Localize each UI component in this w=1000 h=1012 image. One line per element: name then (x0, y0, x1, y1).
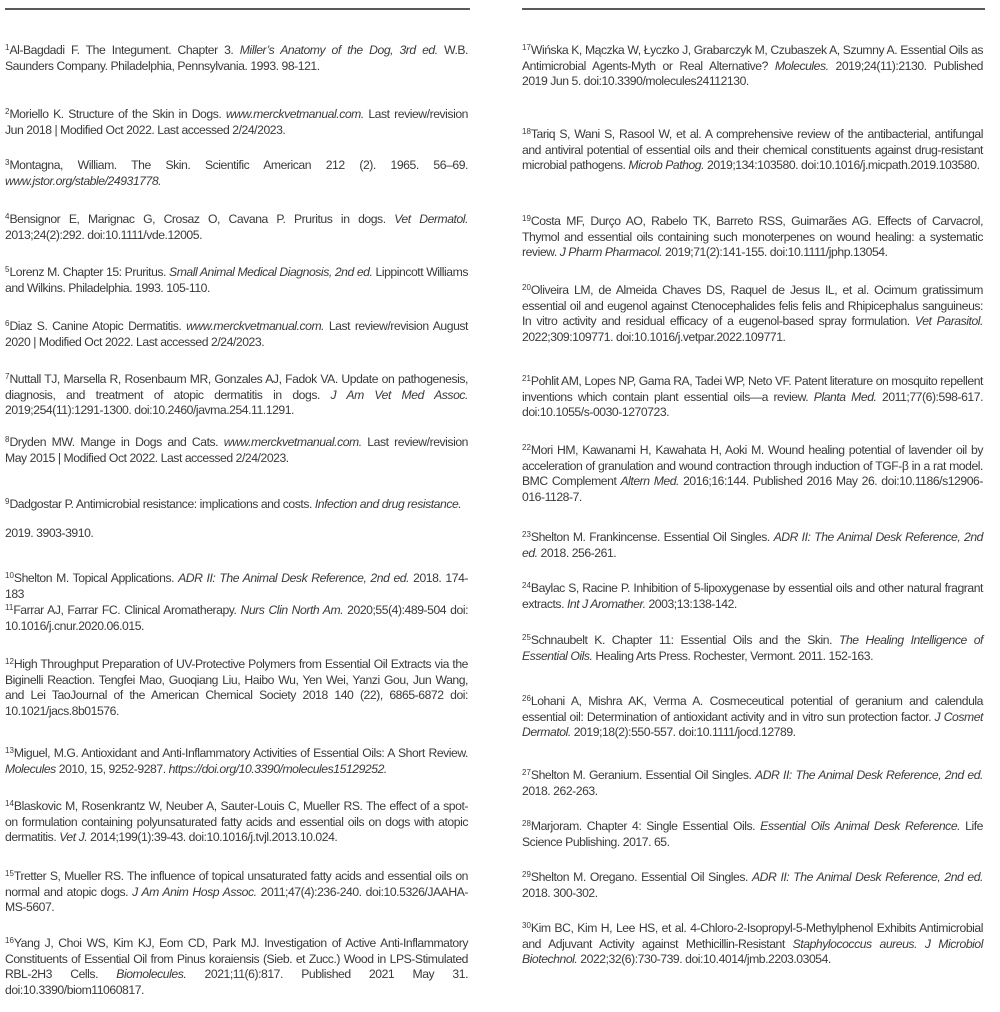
reference-text: 2022;32(6):730-739. doi:10.4014/jmb.2203.03054. (577, 952, 831, 966)
reference-entry (5, 568, 468, 602)
reference-italic-text: J Cosmet Dermatol. (522, 709, 983, 739)
reference-entry (5, 654, 468, 719)
reference-entry (522, 630, 983, 664)
reference-text: Moriello K. Structure of the Skin in Dogs. (9, 107, 226, 121)
reference-text: Al-Bagdadi F. The Integument. Chapter 3. (9, 43, 240, 57)
reference-number: 18 (522, 127, 531, 136)
reference-text: Bensignor E, Marignac G, Crosaz O, Cavana P. Pruritus in dogs. (9, 212, 395, 226)
reference-entry (5, 796, 468, 846)
reference-italic-text: ADR II: The Animal Desk Reference, 2nd ed. (522, 530, 983, 560)
reference-italic-text: J Pharm Pharmacol. (559, 245, 663, 259)
reference-text: Baylac S, Racine P. Inhibition of 5-lipoxygenase by essential oils and other natural fragrant extracts. (522, 581, 983, 611)
reference-text: Last review/revision May 2015 | Modified Oct 2022. Last accessed 2/24/2023. (5, 435, 468, 465)
reference-entry (522, 211, 983, 261)
reference-text: Diaz S. Canine Atopic Dermatitis. (9, 319, 187, 333)
reference-number: 21 (522, 374, 531, 383)
reference-number: 5 (5, 265, 10, 274)
reference-text: 2003;13:138-142. (645, 596, 737, 611)
reference-text: High Throughput Preparation of UV-Protective Polymers from Essential Oil Extracts via the Biginelli Reaction. Tengfei Mao, Guoqiang Liu, Haibo Wu, Yen Wei, Yanzi Gou, Jun Wang, and Lei TaoJournal of the American Chemical Society 2018 140 (22), 6865-6872 doi: 10.1021/jacs.8b01576. (5, 657, 468, 718)
reference-text: Tariq S, Wani S, Rasool W, et al. A comprehensive review of the antibacterial, antifungal and antiviral potential of essential oils and their chemical constituents against drug-resistant microbial pathogens. (522, 127, 983, 172)
reference-number: 11 (5, 603, 14, 612)
reference-text: Blaskovic M, Rosenkrantz W, Neuber A, Sauter-Louis C, Mueller RS. The effect of a spot-on formulation containing polyunsaturated fatty acids and essential oils on dogs with atopic dermatitis. (5, 799, 468, 844)
reference-entry (5, 316, 468, 350)
reference-italic-text: Planta Med. (813, 389, 877, 404)
reference-entry (522, 440, 983, 505)
reference-entry (522, 691, 983, 741)
reference-entry (522, 578, 983, 612)
reference-number: 28 (522, 819, 531, 828)
reference-italic-text: https://doi.org/10.3390/molecules15129252. (168, 761, 387, 776)
reference-text: Shelton M. Topical Applications. (13, 571, 179, 585)
reference-text: 2019;24(11):2130. Published 2019 Jun 5. doi:10.3390/molecules24112130. (522, 58, 983, 88)
reference-entry (5, 933, 468, 998)
reference-italic-text: Int J Aromather. (566, 596, 646, 611)
reference-italic-text: Small Animal Medical Diagnosis, 2nd ed. (169, 265, 373, 279)
reference-italic-text: Vet Parasitol. (914, 314, 983, 328)
reference-text: 2014;199(1):39-43. doi:10.1016/j.tvjl.2013.10.024. (87, 830, 338, 844)
reference-italic-text: www.merckvetmanual.com. (186, 319, 325, 333)
reference-entry (5, 104, 468, 138)
reference-number: 20 (522, 283, 531, 292)
reference-text: Marjoram. Chapter 4: Single Essential Oils. (530, 819, 761, 833)
reference-entry (522, 765, 983, 799)
reference-entry (5, 155, 468, 189)
reference-italic-text: ADR II: The Animal Desk Reference, 2nd ed. (752, 870, 983, 884)
reference-text: W.B. Saunders Company. Philadelphia, Pennsylvania. 1993. 98-121. (5, 43, 468, 73)
reference-italic-text: Infection and drug resistance. (314, 497, 462, 511)
reference-number: 7 (5, 372, 10, 381)
reference-number: 22 (522, 443, 531, 452)
reference-text: 2020;55(4):489-504 doi: 10.1016/j.cnur.2020.06.015. (5, 603, 469, 633)
reference-text: Healing Arts Press. Rochester, Vermont. 2011. 152-163. (592, 648, 874, 663)
reference-italic-text: ADR II: The Animal Desk Reference, 2nd ed. (178, 571, 410, 585)
reference-text: 2010, 15, 9252-9287. (55, 761, 169, 776)
reference-text: Shelton M. Oregano. Essential Oil Singles. (530, 870, 752, 884)
reference-italic-text: ADR II: The Animal Desk Reference, 2nd ed. (755, 768, 983, 782)
reference-number: 2 (5, 107, 10, 116)
reference-text: Mori HM, Kawanami H, Kawahata H, Aoki M. Wound healing potential of lavender oil by acceleration of granulation and wound contraction through induction of TGF-β in a rat model. BMC Complement (522, 443, 983, 488)
reference-entry (522, 867, 983, 901)
reference-text: Last review/revision August 2020 | Modified Oct 2022. Last accessed 2/24/2023. (5, 319, 468, 349)
reference-text: 2018. 300-302. (522, 885, 598, 900)
reference-italic-text: Staphylococcus aureus. J Microbiol Biotechnol. (522, 936, 983, 966)
reference-number: 6 (5, 319, 10, 328)
reference-text: Yang J, Choi WS, Kim KJ, Eom CD, Park MJ. Investigation of Active Anti-Inflammatory Constituents of Essential Oil from Pinus koraiensis (Sieb. et Zucc.) Wood in LPS-Stimulated RBL-2H3 Cells. (5, 936, 468, 981)
reference-text: 2018. 174-183 (5, 571, 469, 601)
reference-number: 19 (522, 214, 531, 223)
reference-text: Life Science Publishing. 2017. 65. (522, 819, 983, 849)
reference-text: 2019. 3903-3910. (5, 526, 94, 540)
reference-number: 29 (522, 870, 531, 879)
reference-italic-text: Vet Dermatol. (394, 212, 469, 226)
reference-entry (5, 743, 468, 777)
reference-entry (522, 527, 983, 561)
reference-italic-text: J Am Anim Hosp Assoc. (132, 884, 257, 899)
reference-text: Oliveira LM, de Almeida Chaves DS, Raquel de Jesus IL, et al. Ocimum gratissimum essential oil and eugenol against Ctenocephalides felis felis and Rhipicephalus sanguineus: In vitro activity and residual efficacy of a eugenol-based spray formulation. (522, 283, 983, 328)
reference-number: 16 (5, 936, 14, 945)
reference-number: 10 (5, 571, 14, 580)
reference-text: Lippincott Williams and Wilkins. Philadelphia. 1993. 105-110. (5, 265, 468, 295)
reference-number: 9 (5, 497, 10, 506)
reference-text: Last review/revision Jun 2018 | Modified Oct 2022. Last accessed 2/24/2023. (5, 107, 468, 137)
reference-number: 3 (5, 158, 10, 167)
reference-entry (5, 866, 468, 916)
reference-number: 15 (5, 869, 14, 878)
reference-italic-text: Vet J. (59, 830, 88, 844)
reference-italic-text: www.jstor.org/stable/24931778. (5, 173, 162, 188)
reference-text: Schnaubelt K. Chapter 11: Essential Oils and the Skin. (530, 633, 839, 647)
top-rule-right (522, 8, 985, 10)
reference-entry (5, 40, 468, 74)
reference-entry (522, 280, 983, 345)
reference-text: Costa MF, Durço AO, Rabelo TK, Barreto RSS, Guimarães AG. Effects of Carvacrol, Thymol and essential oils containing such monoterpenes on wound healing: a systematic review. (522, 214, 983, 259)
reference-text: 2019;71(2):141-155. doi:10.1111/jphp.13054. (662, 245, 888, 259)
reference-number: 17 (522, 43, 531, 52)
reference-number: 24 (522, 581, 531, 590)
reference-entry (5, 262, 468, 296)
reference-number: 1 (5, 43, 10, 52)
reference-text: 2016;16:144. Published 2016 May 26. doi:10.1186/s12906-016-1128-7. (522, 474, 983, 504)
reference-italic-text: www.merckvetmanual.com. (225, 107, 364, 121)
reference-italic-text: Microb Pathog. (628, 158, 705, 172)
reference-italic-text: Miller’s Anatomy of the Dog, 3rd ed. (239, 43, 438, 57)
reference-text: Kim BC, Kim H, Lee HS, et al. 4-Chloro-2-Isopropyl-5-Methylphenol Exhibits Antimicrobial and Adjuvant Activity against Methicillin-Resistant (522, 921, 983, 951)
reference-text: Miguel, M.G. Antioxidant and Anti-Inflammatory Activities of Essential Oils: A Short Review. (13, 746, 468, 760)
reference-entry (5, 432, 468, 466)
reference-entry (5, 600, 468, 634)
reference-text: Farrar AJ, Farrar FC. Clinical Aromatherapy. (13, 603, 241, 617)
top-rule-left (5, 8, 470, 10)
reference-text: Dadgostar P. Antimicrobial resistance: implications and costs. (9, 497, 315, 511)
reference-italic-text: Altern Med. (620, 474, 679, 488)
reference-number: 27 (522, 768, 531, 777)
reference-italic-text: Nurs Clin North Am. (240, 603, 344, 617)
reference-text: Pohlit AM, Lopes NP, Gama RA, Tadei WP, Neto VF. Patent literature on mosquito repellent inventions which contain plant essential oils—a review. (522, 374, 983, 404)
reference-italic-text: Essential Oils Animal Desk Reference. (760, 819, 961, 833)
reference-text: 2013;24(2):292. doi:10.1111/vde.12005. (5, 227, 203, 242)
reference-text: 2018. 262-263. (522, 783, 598, 798)
reference-text: 2022;309:109771. doi:10.1016/j.vetpar.2022.109771. (522, 329, 786, 344)
reference-number: 13 (5, 746, 14, 755)
reference-text: Wińska K, Mączka W, Łyczko J, Grabarczyk M, Czubaszek A, Szumny A. Essential Oils as Antimicrobial Agents-Myth or Real Alternative? (522, 43, 983, 73)
reference-entry (522, 124, 983, 174)
reference-number: 12 (5, 657, 14, 666)
reference-italic-text: The Healing Intelligence of Essential Oils. (522, 633, 983, 663)
reference-italic-text: www.merckvetmanual.com. (223, 435, 362, 449)
reference-number: 8 (5, 435, 10, 444)
reference-number: 4 (5, 212, 10, 221)
reference-italic-text: Biomolecules. (116, 967, 187, 981)
reference-italic-text: Molecules (5, 761, 56, 776)
reference-entry (5, 526, 468, 542)
reference-text: 2019;254(11):1291-1300. doi:10.2460/javma.254.11.1291. (5, 403, 294, 417)
reference-text: 2019;134:103580. doi:10.1016/j.micpath.2019.103580. (704, 158, 980, 172)
reference-text: Nuttall TJ, Marsella R, Rosenbaum MR, Gonzales AJ, Fadok VA. Update on pathogenesis, diagnosis, and treatment of atopic dermatitis in dogs. (5, 372, 468, 402)
reference-italic-text: J Am Vet Med Assoc. (330, 387, 468, 402)
reference-entry (5, 369, 468, 419)
reference-entry (522, 371, 983, 421)
reference-number: 30 (522, 921, 531, 930)
reference-text: 2021;11(6):817. Published 2021 May 31. doi:10.3390/biom11060817. (5, 967, 469, 997)
reference-number: 23 (522, 530, 531, 539)
reference-text: 2011;47(4):236-240. doi:10.5326/JAAHA-MS-5607. (5, 884, 469, 914)
reference-number: 25 (522, 633, 531, 642)
reference-text: Shelton M. Geranium. Essential Oil Singles. (530, 768, 756, 782)
reference-entry (522, 40, 983, 90)
reference-text: Dryden MW. Mange in Dogs and Cats. (9, 435, 224, 449)
reference-text: 2019;18(2):550-557. doi:10.1111/jocd.12789. (570, 725, 796, 739)
reference-entry (5, 209, 468, 243)
reference-text: Lohani A, Mishra AK, Verma A. Cosmeceutical potential of geranium and calendula essential oil: Determination of antioxidant activity and in vitro sun protection factor. (522, 694, 983, 724)
reference-text: Tretter S, Mueller RS. The influence of topical unsaturated fatty acids and essential oils on normal and atopic dogs. (5, 869, 468, 899)
reference-italic-text: Molecules. (774, 58, 829, 73)
reference-entry (522, 816, 983, 850)
reference-text: 2011;77(6):598-617. doi:10.1055/s-0030-1270723. (522, 389, 983, 419)
reference-text: Lorenz M. Chapter 15: Pruritus. (9, 265, 170, 279)
reference-text: Shelton M. Frankincense. Essential Oil Singles. (530, 530, 774, 544)
reference-number: 14 (5, 799, 14, 808)
reference-text: 2018. 256-261. (537, 545, 617, 560)
reference-number: 26 (522, 694, 531, 703)
reference-entry (5, 494, 468, 513)
reference-entry (522, 918, 983, 968)
reference-text: Montagna, William. The Skin. Scientific American 212 (2). 1965. 56–69. (9, 158, 468, 172)
